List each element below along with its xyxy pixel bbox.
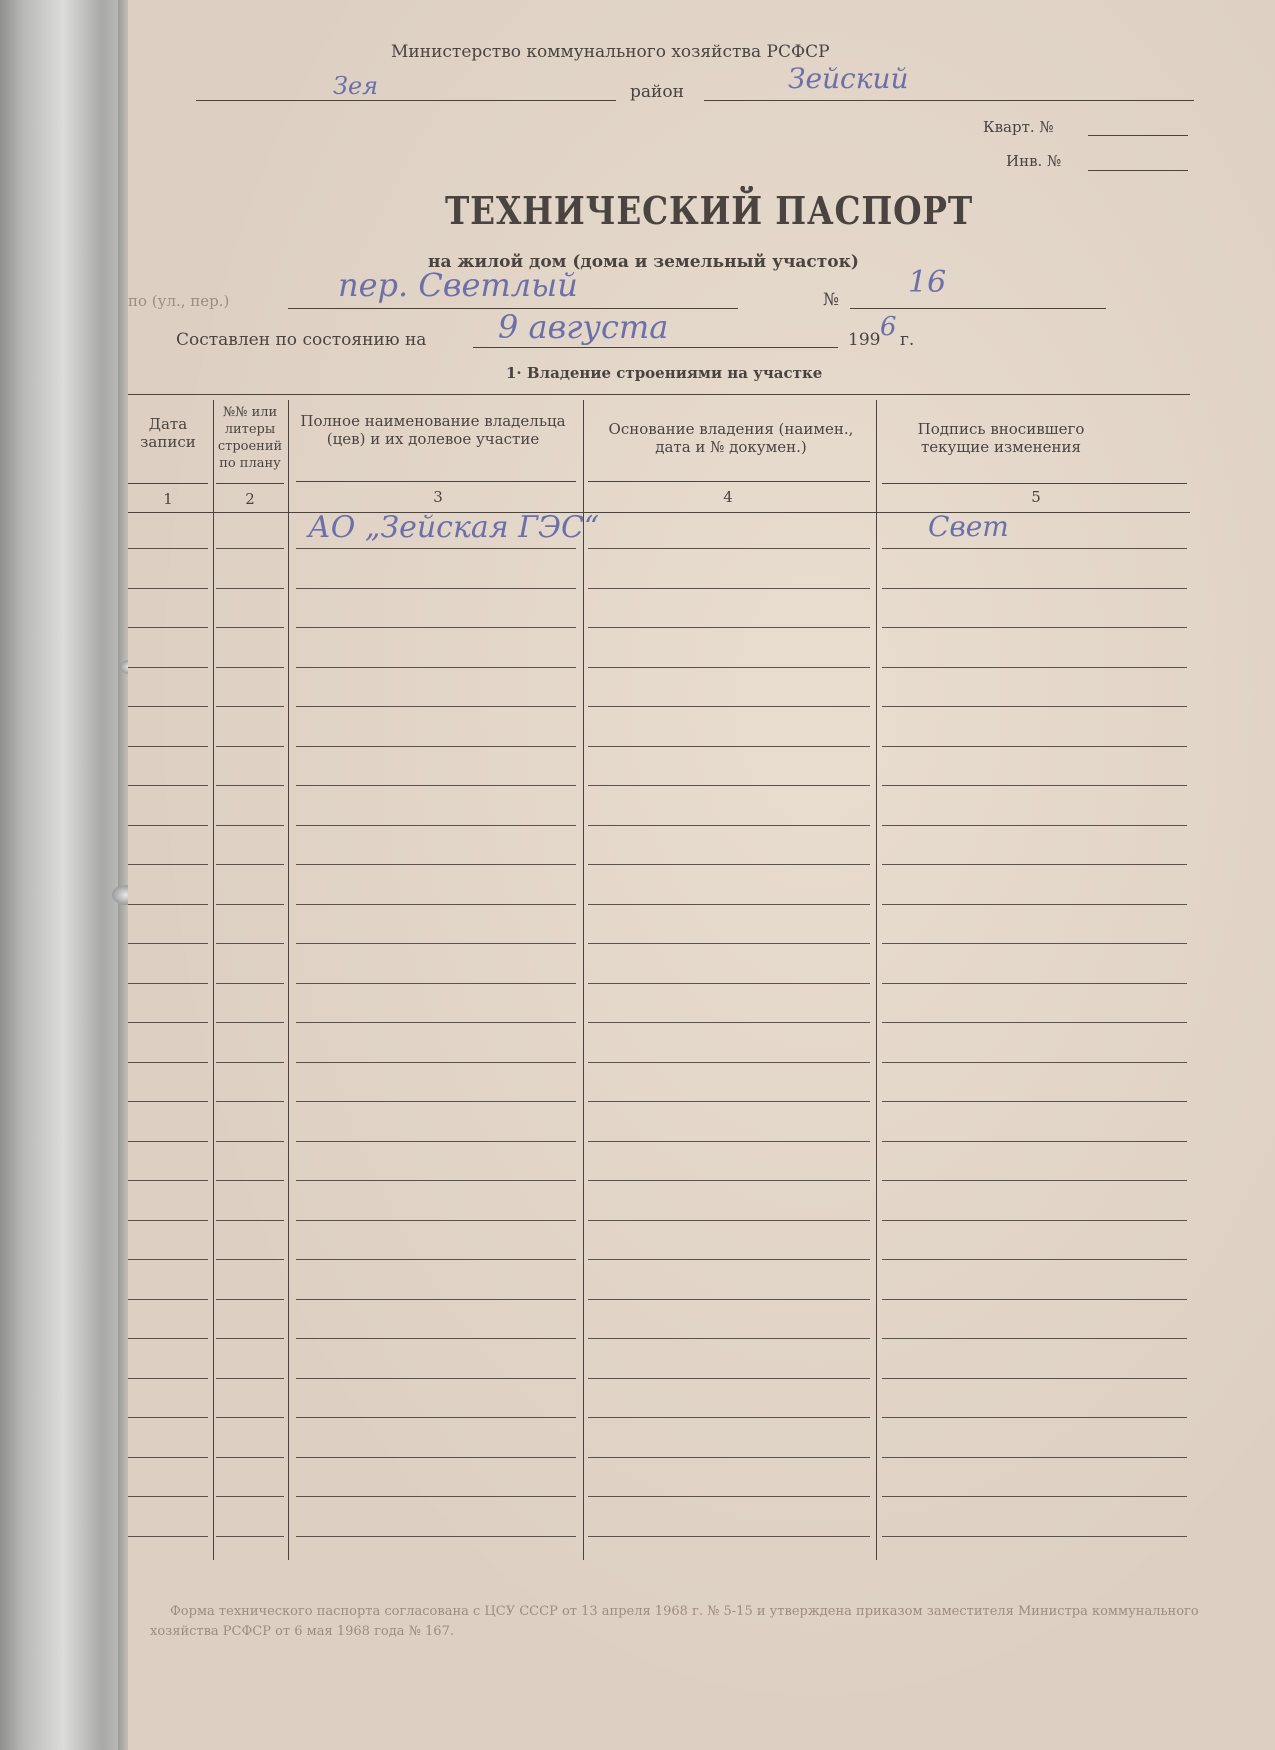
- table-rule-line: [216, 1180, 284, 1181]
- table-rule-line: [588, 627, 870, 628]
- table-rule-line: [216, 588, 284, 589]
- footer-note: Форма технического паспорта согласована с ЦСУ СССР от 13 апреля 1968 г. № 5-15 и утверждена приказом заместителя Министра коммунального хозяйства РСФСР от 6 мая 1968 года № 167.: [150, 1604, 1199, 1639]
- table-rule-line: [296, 1220, 576, 1221]
- table-rule-line: [882, 1457, 1187, 1458]
- table-rule-line: [128, 1536, 208, 1537]
- col-number: 1: [163, 490, 173, 508]
- table-rule-line: [882, 1101, 1187, 1102]
- table-rule-line: [588, 1180, 870, 1181]
- table-rule-line: [588, 1496, 870, 1497]
- col-divider: [213, 400, 214, 1560]
- table-rule-line: [588, 864, 870, 865]
- table-rule-line: [588, 825, 870, 826]
- table-rule-line: [216, 825, 284, 826]
- table-rule-line: [296, 548, 576, 549]
- street-prefix: по (ул., пер.): [128, 292, 230, 310]
- table-rule-line: [882, 1220, 1187, 1221]
- table-rule-line: [882, 1496, 1187, 1497]
- table-rule-line: [128, 1417, 208, 1418]
- table-rule-line: [882, 746, 1187, 747]
- city-value: Зея: [333, 72, 379, 100]
- table-rule-line: [882, 1378, 1187, 1379]
- table-rule-line: [296, 1417, 576, 1418]
- col-number: 5: [1031, 488, 1041, 506]
- year-prefix: 199: [848, 330, 881, 350]
- table-rule-line: [216, 904, 284, 905]
- table-rule-line: [882, 1536, 1187, 1537]
- table-rule-line: [128, 627, 208, 628]
- table-rule-line: [882, 1062, 1187, 1063]
- table-rule-line: [128, 983, 208, 984]
- table-rule-line: [882, 548, 1187, 549]
- table-rule-line: [296, 785, 576, 786]
- table-rule-line: [128, 1022, 208, 1023]
- table-rule-line: [296, 1180, 576, 1181]
- table-rule-line: [216, 1496, 284, 1497]
- table-rule-line: [588, 904, 870, 905]
- col-number: 4: [723, 488, 733, 506]
- table-rule-line: [588, 943, 870, 944]
- passport-page: [128, 0, 1275, 1750]
- table-rule-line: [882, 627, 1187, 628]
- table-rule-line: [588, 746, 870, 747]
- table-rule-line: [216, 983, 284, 984]
- document-title: ТЕХНИЧЕСКИЙ ПАСПОРТ: [445, 188, 974, 233]
- col-header-basis: Основание владения (наимен., дата и № докумен.): [608, 420, 854, 456]
- table-rule-line: [216, 1141, 284, 1142]
- table-rule-line: [588, 1141, 870, 1142]
- table-rule-line: [588, 706, 870, 707]
- year-suffix: г.: [900, 330, 915, 350]
- table-rule-line: [882, 1259, 1187, 1260]
- table-rule-line: [296, 983, 576, 984]
- table-rule-line: [216, 785, 284, 786]
- district-underline: [704, 100, 1194, 101]
- col-divider: [288, 400, 289, 1560]
- table-rule-line: [882, 1299, 1187, 1300]
- header-underline: [296, 481, 576, 482]
- year-value: 6: [880, 312, 897, 342]
- table-rule-line: [128, 785, 208, 786]
- table-rule-line: [296, 1022, 576, 1023]
- document-subtitle: на жилой дом (дома и земельный участок): [428, 252, 859, 272]
- state-label: Составлен по состоянию на: [176, 330, 427, 350]
- table-rule-line: [216, 1022, 284, 1023]
- district-value: Зейский: [788, 62, 909, 95]
- table-rule-line: [128, 1457, 208, 1458]
- table-rule-line: [588, 1299, 870, 1300]
- table-rule-line: [128, 548, 208, 549]
- col-number: 3: [433, 488, 443, 506]
- table-rule-line: [882, 864, 1187, 865]
- col-header-owner: Полное наименование владельца (цев) и их долевое участие: [300, 412, 566, 448]
- inv-underline: [1088, 170, 1188, 171]
- table-rule-line: [882, 904, 1187, 905]
- table-rule-line: [882, 1141, 1187, 1142]
- table-rule-line: [216, 1378, 284, 1379]
- table-rule-line: [588, 1220, 870, 1221]
- district-label: район: [630, 82, 684, 102]
- table-rule-line: [128, 1299, 208, 1300]
- table-rule-line: [296, 904, 576, 905]
- table-rule-line: [128, 1180, 208, 1181]
- table-rule-line: [296, 864, 576, 865]
- table-rule-line: [588, 1457, 870, 1458]
- table-rule-line: [296, 1536, 576, 1537]
- table-rule-line: [882, 706, 1187, 707]
- table-rule-line: [588, 1378, 870, 1379]
- table-rule-line: [588, 785, 870, 786]
- table-rule-line: [216, 864, 284, 865]
- table-top-border: [128, 394, 1190, 395]
- table-rule-line: [882, 1180, 1187, 1181]
- table-rule-line: [882, 943, 1187, 944]
- table-rule-line: [128, 667, 208, 668]
- table-rule-line: [128, 1141, 208, 1142]
- table-rule-line: [882, 825, 1187, 826]
- table-rule-line: [128, 1338, 208, 1339]
- table-rule-line: [296, 746, 576, 747]
- table-rule-line: [128, 943, 208, 944]
- table-rule-line: [588, 1022, 870, 1023]
- header-underline: [882, 483, 1187, 484]
- table-rule-line: [128, 1496, 208, 1497]
- table-rule-line: [216, 943, 284, 944]
- block-underline: [1088, 135, 1188, 136]
- table-rule-line: [296, 1299, 576, 1300]
- house-number-value: 16: [908, 265, 947, 300]
- table-rule-line: [296, 1259, 576, 1260]
- table-rule-line: [296, 1457, 576, 1458]
- table-rule-line: [296, 1141, 576, 1142]
- table-rule-line: [296, 1062, 576, 1063]
- table-rule-line: [216, 1259, 284, 1260]
- header-underline: [588, 481, 870, 482]
- table-rule-line: [882, 1338, 1187, 1339]
- block-label: Кварт. №: [983, 118, 1054, 136]
- table-rule-line: [128, 746, 208, 747]
- table-rule-line: [588, 1338, 870, 1339]
- house-number-label: №: [823, 290, 840, 310]
- table-rule-line: [216, 667, 284, 668]
- date-underline: [473, 347, 838, 348]
- table-rule-line: [216, 706, 284, 707]
- table-rule-line: [296, 706, 576, 707]
- table-rule-line: [216, 1062, 284, 1063]
- table-rule-line: [296, 627, 576, 628]
- table-rule-line: [128, 1062, 208, 1063]
- col-header-liter: №№ или литеры строений по плану: [217, 405, 283, 471]
- table-rule-line: [216, 1338, 284, 1339]
- table-rule-line: [128, 864, 208, 865]
- table-rule-line: [588, 1536, 870, 1537]
- col-divider: [876, 400, 877, 1560]
- table-rule-line: [296, 588, 576, 589]
- table-rule-line: [588, 1417, 870, 1418]
- table-rule-line: [216, 746, 284, 747]
- table-rule-line: [588, 1259, 870, 1260]
- table-rule-line: [128, 825, 208, 826]
- col-number: 2: [245, 490, 255, 508]
- table-rule-line: [588, 588, 870, 589]
- table-rule-line: [128, 904, 208, 905]
- street-value: пер. Светлый: [338, 266, 578, 304]
- table-rule-line: [882, 1022, 1187, 1023]
- table-rule-line: [216, 627, 284, 628]
- inv-label: Инв. №: [1006, 152, 1062, 170]
- table-rule-line: [296, 1496, 576, 1497]
- table-rule-line: [882, 1417, 1187, 1418]
- header-underline: [128, 483, 208, 484]
- ministry-line: Министерство коммунального хозяйства РСФСР: [391, 42, 830, 62]
- table-rule-line: [296, 667, 576, 668]
- table-rule-line: [296, 943, 576, 944]
- col-header-date: Дата записи: [140, 415, 196, 451]
- table-rule-line: [216, 548, 284, 549]
- city-underline: [196, 100, 616, 101]
- table-rule-line: [882, 785, 1187, 786]
- table-rule-line: [296, 1101, 576, 1102]
- table-rule-line: [128, 706, 208, 707]
- table-rule-line: [588, 548, 870, 549]
- table-rule-line: [588, 1062, 870, 1063]
- header-underline: [216, 483, 284, 484]
- table-rule-line: [588, 1101, 870, 1102]
- binding-strip: [0, 0, 132, 1750]
- table-rule-line: [296, 1338, 576, 1339]
- table-rule-line: [216, 1536, 284, 1537]
- table-row-signature: Свет: [928, 510, 1009, 543]
- section-title: 1· Владение строениями на участке: [506, 364, 823, 382]
- house-number-underline: [850, 308, 1106, 309]
- table-rule-line: [128, 588, 208, 589]
- table-rule-line: [216, 1220, 284, 1221]
- table-rule-line: [128, 1101, 208, 1102]
- table-rule-line: [216, 1101, 284, 1102]
- table-row-owner: АО „Зейская ГЭС“: [308, 510, 600, 545]
- table-rule-line: [588, 667, 870, 668]
- table-rule-line: [882, 588, 1187, 589]
- col-header-signature: Подпись вносившего текущие изменения: [917, 420, 1085, 456]
- table-rule-line: [882, 667, 1187, 668]
- table-rule-line: [216, 1417, 284, 1418]
- table-rule-line: [588, 983, 870, 984]
- table-rule-line: [296, 1378, 576, 1379]
- table-rule-line: [882, 983, 1187, 984]
- table-rule-line: [128, 1220, 208, 1221]
- table-rule-line: [216, 1299, 284, 1300]
- table-rule-line: [296, 825, 576, 826]
- table-rule-line: [128, 1259, 208, 1260]
- table-rule-line: [216, 1457, 284, 1458]
- date-value: 9 августа: [498, 308, 669, 346]
- col-divider: [583, 400, 584, 1560]
- table-rule-line: [128, 1378, 208, 1379]
